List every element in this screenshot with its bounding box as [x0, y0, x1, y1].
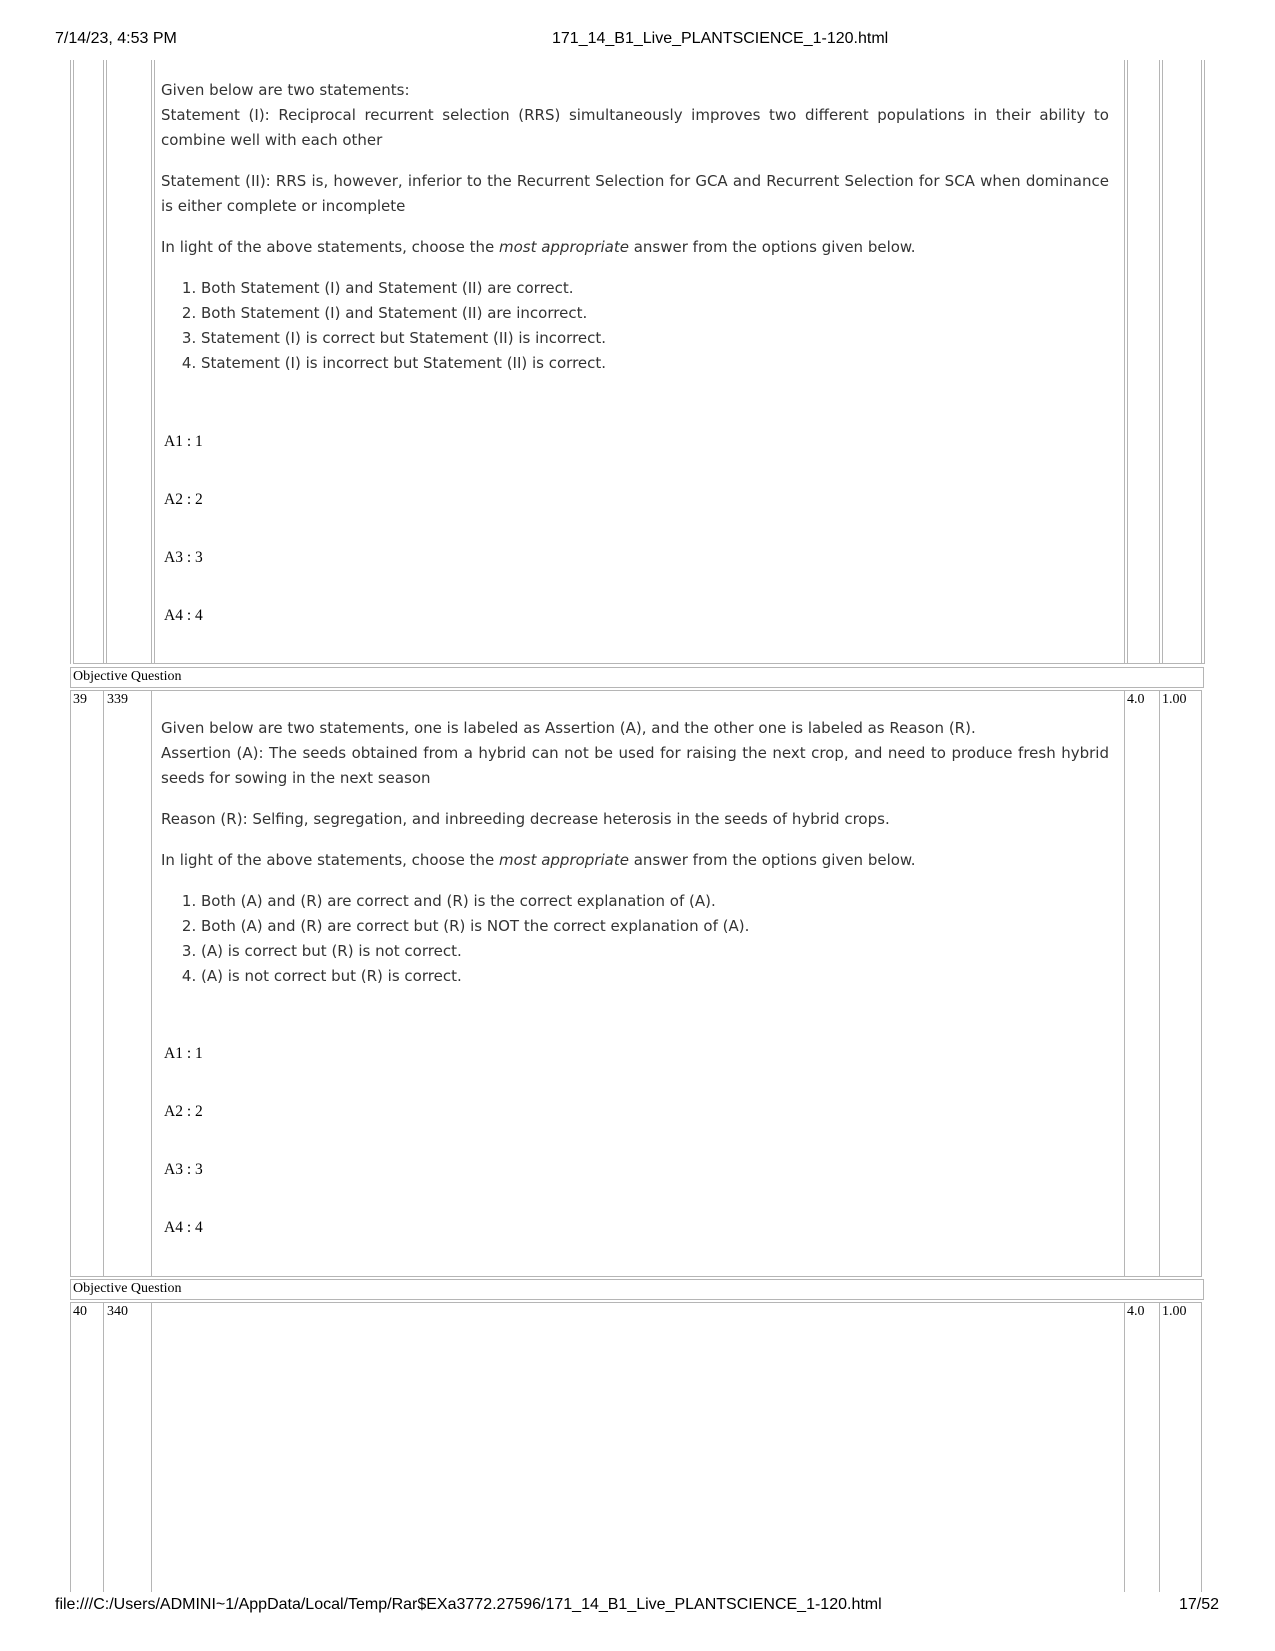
question-prompt: In light of the above statements, choose the most appropriate answer from the options given below.	[161, 238, 916, 256]
answer-key: A4 : 4	[164, 607, 203, 624]
section-label: Objective Question	[73, 1281, 182, 1296]
question-text	[161, 78, 1109, 376]
answer-key: A4 : 4	[164, 1219, 203, 1236]
answer-key: A3 : 3	[164, 549, 203, 566]
marks: 4.0	[1127, 1304, 1145, 1319]
marks: 4.0	[1127, 692, 1145, 707]
page-number: 17/52	[1179, 1596, 1220, 1613]
reason: Reason (R): Selfing, segregation, and inbreeding decrease heterosis in the seeds of hybrid crops.	[161, 810, 890, 828]
answer-key: A2 : 2	[164, 1103, 203, 1120]
answer-key: A1 : 1	[164, 433, 203, 450]
answer-key: A1 : 1	[164, 1045, 203, 1062]
option-item: 1. Both Statement (I) and Statement (II) are correct.	[201, 276, 1109, 301]
cell-qid	[103, 690, 152, 1277]
statement-2: Statement (II): RRS is, however, inferior to the Recurrent Selection for GCA and Recurrent Selection for SCA when dominance is either complete or incomplete	[161, 172, 1109, 215]
table-border	[151, 60, 152, 664]
question-prompt: In light of the above statements, choose the most appropriate answer from the options given below.	[161, 851, 916, 869]
option-item: 2. Both (A) and (R) are correct but (R) is NOT the correct explanation of (A).	[201, 914, 1109, 939]
cell-marks	[1124, 1302, 1160, 1592]
cell-question	[151, 1302, 1125, 1592]
cell-marks	[1124, 690, 1160, 1277]
table-border	[1201, 60, 1202, 664]
answer-key: A3 : 3	[164, 1161, 203, 1178]
assertion: Assertion (A): The seeds obtained from a hybrid can not be used for raising the next crop, and need to produce fresh hybrid seeds for sowing in the next season	[161, 744, 1109, 787]
option-item: 4. (A) is not correct but (R) is correct.	[201, 964, 1109, 989]
table-border	[106, 60, 107, 664]
serial-number: 40	[73, 1304, 87, 1319]
answer-key: A2 : 2	[164, 491, 203, 508]
table-border	[1204, 60, 1205, 664]
section-label-row	[70, 1279, 1204, 1300]
table-border	[1162, 60, 1163, 664]
serial-number: 39	[73, 692, 87, 707]
question-intro: Given below are two statements:	[161, 81, 410, 99]
table-border	[103, 60, 104, 664]
negative-marks: 1.00	[1162, 692, 1187, 707]
question-intro: Given below are two statements, one is labeled as Assertion (A), and the other one is labeled as Reason (R).	[161, 719, 976, 737]
table-border	[1124, 60, 1125, 664]
option-item: 2. Both Statement (I) and Statement (II) are incorrect.	[201, 301, 1109, 326]
section-label: Objective Question	[73, 669, 182, 684]
question-id: 340	[107, 1304, 128, 1319]
section-label-row	[70, 667, 1204, 688]
table-border	[1127, 60, 1128, 664]
cell-qid	[103, 1302, 152, 1592]
option-item: 4. Statement (I) is incorrect but Statement (II) is correct.	[201, 351, 1109, 376]
print-datetime: 7/14/23, 4:53 PM	[55, 30, 177, 47]
option-item: 1. Both (A) and (R) are correct and (R) is the correct explanation of (A).	[201, 889, 1109, 914]
cell-negative	[1159, 1302, 1202, 1592]
option-item: 3. Statement (I) is correct but Statement (II) is incorrect.	[201, 326, 1109, 351]
question-id: 339	[107, 692, 128, 707]
statement-1: Statement (I): Reciprocal recurrent selection (RRS) simultaneously improves two different populations in their ability to combine well with each other	[161, 106, 1109, 149]
options-list	[161, 276, 1109, 376]
table-border	[154, 60, 155, 664]
print-file-path: file:///C:/Users/ADMINI~1/AppData/Local/Temp/Rar$EXa3772.27596/171_14_B1_Live_PLANTSCIENCE_1-120.html	[55, 1596, 882, 1613]
table-border	[73, 60, 74, 664]
table-border	[70, 60, 71, 664]
table-border	[1159, 60, 1160, 664]
cell-negative	[1159, 690, 1202, 1277]
question-text	[161, 716, 1109, 989]
table-border	[73, 663, 1204, 664]
negative-marks: 1.00	[1162, 1304, 1187, 1319]
options-list	[161, 889, 1109, 989]
cell-sno	[70, 690, 104, 1277]
cell-sno	[70, 1302, 104, 1592]
option-item: 3. (A) is correct but (R) is not correct.	[201, 939, 1109, 964]
print-doc-title: 171_14_B1_Live_PLANTSCIENCE_1-120.html	[552, 30, 889, 47]
